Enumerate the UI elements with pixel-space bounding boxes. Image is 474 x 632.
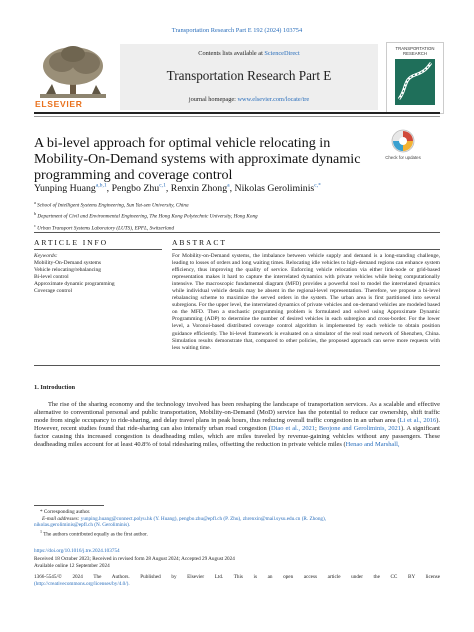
crossmark-label: Check for updates <box>385 155 421 160</box>
license-text: 1366-5545/© 2024 The Authors. Published by Elsevier Ltd. This is an open access article under the CC BY license <box>34 574 440 580</box>
author[interactable]: Yunping Huang$^{a,b,1}$, <box>34 183 112 195</box>
email-link[interactable]: nikolas.geroliminis@epfl.ch (N. Geroliminis). <box>34 522 131 529</box>
abstract-end-rule <box>34 365 440 366</box>
citation-link[interactable]: Diao et al., 2021 <box>270 425 315 433</box>
crossmark-icon[interactable] <box>385 128 421 164</box>
journal-cover <box>386 42 444 114</box>
section-rule <box>34 232 440 233</box>
email-addresses: E-mail addresses: yunping.huang@connect.polyu.hk (Y. Huang), pengbo.zhu@epfl.ch (P. Zhu), zhrenxin@mail.sysu.edu.cn (R. Zhong), <box>42 515 327 522</box>
available-online: Available online 12 September 2024 <box>34 563 110 569</box>
abstract-rule <box>172 249 440 250</box>
affiliation: $^b$ Department of Civil and Environmental Engineering, The Hong Kong Polytechnic University, Hong Kong <box>34 211 258 221</box>
keywords-list <box>34 253 115 295</box>
author[interactable]: Nikolas Geroliminis$^{c,*}$ <box>234 183 321 195</box>
journal-reference[interactable]: Transportation Research Part E 192 (2024) 103754 <box>171 27 303 34</box>
doi-link[interactable]: https://doi.org/10.1016/j.tre.2024.103754 <box>34 548 120 554</box>
keywords-label: Keywords: <box>34 253 58 259</box>
equal-contribution-note: $^1$ The authors contributed equally as the first author. <box>40 528 148 538</box>
publisher-name: ELSEVIER <box>35 99 83 109</box>
introduction-heading: 1. Introduction <box>34 384 76 391</box>
article-info-rule <box>34 249 162 250</box>
citation-link[interactable]: Beojone and Geroliminis, 2021 <box>318 425 401 433</box>
header-rule <box>34 112 440 114</box>
affiliation: $^a$ School of Intelligent Systems Engineering, Sun Yat-sen University, China <box>34 200 189 209</box>
keyword: Approximate dynamic programming <box>34 281 115 287</box>
received-dates: Received 18 October 2023; Received in revised form 28 August 2024; Accepted 29 August 2024 <box>34 556 235 562</box>
author[interactable]: Pengbo Zhu$^{c,1}$, <box>111 183 171 195</box>
header-rule-thin <box>34 116 440 117</box>
elsevier-tree-logo <box>32 44 114 106</box>
footnote-rule <box>34 505 104 506</box>
article-info-heading: ARTICLE INFO <box>34 238 109 247</box>
cover-graphic <box>395 59 435 105</box>
journal-title: Transportation Research Part E <box>166 68 332 83</box>
keyword: Coverage control <box>34 288 73 294</box>
introduction-paragraph: The rise of the sharing economy and the technology involved has been reshaping the landscape of transportation services. As a scalable and effective alternative to conventional personal and public transportation, Mobility-on-Demand (MoD) service has the potential to reduce car ownership, shift traffic mode from single occupancy to ride-sharing, and delay travel plans in peak hours, thus reducing overall traffic congestion in an urban area (Li et al., 2016). However, recent studies found that ride-sharing can also intensify urban road congestion (Diao et al., 2021; Beojone and Geroliminis, 2021). A significant factor causing this increased congestion is deadheading miles, which are miles traveled by revenue-gaining vehicles without any passengers. These deadheading miles account for at least 40.8% of total ridesharing miles, offsetting the reduction in private vehicle miles (Henao and Marshall, <box>34 401 440 449</box>
author[interactable]: Renxin Zhong$^a$, <box>170 183 235 195</box>
license-link[interactable]: (http://creativecommons.org/licenses/by/4.0/). <box>34 581 130 587</box>
footnotes <box>34 509 440 538</box>
homepage-link[interactable]: www.elsevier.com/locate/tre <box>237 96 310 103</box>
email-links[interactable]: yunping.huang@connect.polyu.hk (Y. Huang), pengbo.zhu@epfl.ch (P. Zhu), zhrenxin@mail.sysu.edu.cn (R. Zhong), <box>79 515 327 522</box>
corresponding-author-note: * Corresponding author. <box>40 509 91 515</box>
abstract-heading: ABSTRACT <box>172 238 227 247</box>
affiliation: $^c$ Urban Transport Systems Laboratory (LUTS), EPFL, Switzerland <box>34 222 175 232</box>
cover-title: TRANSPORTATION RESEARCH <box>395 46 435 56</box>
keyword: Bi-level control <box>34 274 69 280</box>
citation-link[interactable]: Henao and Marshall, <box>345 441 400 449</box>
abstract-text: For Mobility-on-Demand systems, the imbalance between vehicle supply and demand is a long-standing challenge, leading to losses of orders and long waiting times. Relocating idle vehicles to high-demand regions can enhance system efficiency, thus improving the quality of service. Enforcing vehicle relocation via either link-node or grid-based representation makes it hard to capture the interrelated dynamics with private vehicles while being computationally intensive. The macroscopic fundamental diagram (MFD) provides a powerful tool to model the interrelated dynamics while individual vehicle details may be absent in the regional-level representation. Therefore, we propose a bi-level rebalancing scheme to maximize the served orders in the system. The urban area is first partitioned into several subregions. For the upper level, the interrelated dynamics of private vehicles and on-demand vehicles are modeled based on the MFD. Then a stochastic programming problem is formulated and solved using Approximate Dynamic Programming (ADP) to determine the number of desired vehicles in each subregion and cross-border. For the lower level, a Voronoi-based distributed coverage control algorithm is implemented by each vehicle to obtain position guidance efficiently. The bi-level framework is evaluated on a simulator of the real road network of Shenzhen, China. Simulation results demonstrate that, compared to other policies, the proposed approach can serve more requests with less waiting time. <box>172 253 441 351</box>
homepage-prefix: journal homepage: <box>188 96 238 103</box>
sciencedirect-link[interactable]: ScienceDirect <box>264 50 300 57</box>
citation-link[interactable]: Li et al., 2016 <box>399 417 437 425</box>
author-list <box>34 183 321 194</box>
contents-line <box>120 50 378 57</box>
keyword: Mobility-On-Demand systems <box>34 260 102 266</box>
homepage-line <box>120 96 378 103</box>
paper-title: A bi-level approach for optimal vehicle relocating in Mobility-On-Demand systems with approximate dynamic programming and coverage control <box>34 135 361 184</box>
keyword: Vehicle relocating/rebalancing <box>34 267 102 273</box>
contents-prefix: Contents lists available at <box>198 50 265 57</box>
affiliations <box>34 199 258 233</box>
